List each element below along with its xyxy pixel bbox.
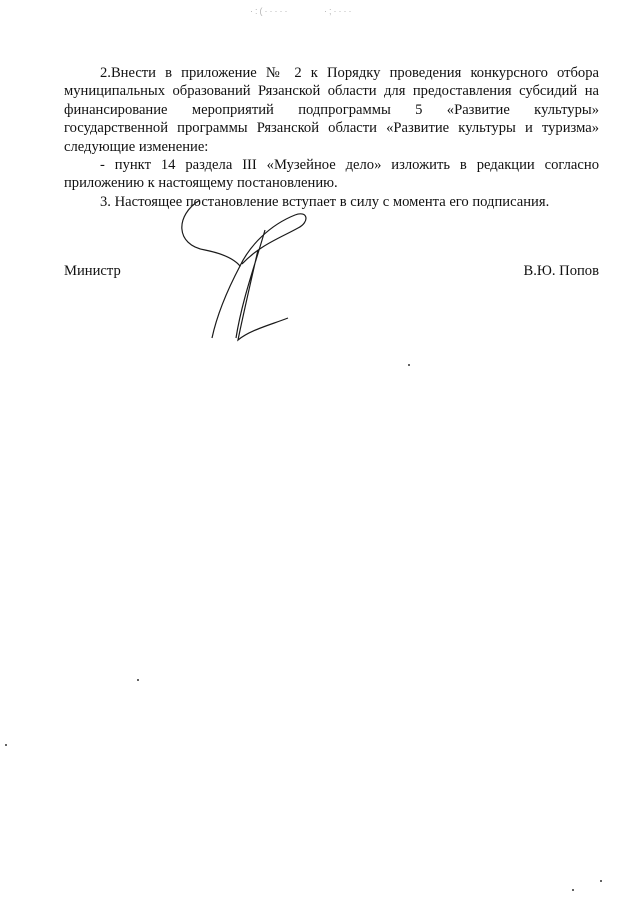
header-smudge-right: ·;···· bbox=[324, 6, 354, 16]
paragraph-3: 3. Настоящее постановление вступает в силу с момента его подписания. bbox=[100, 193, 550, 210]
paragraph-item: - пункт 14 раздела III «Музейное дело» изложить в редакции согласно приложению к настоящему постановлению. bbox=[64, 157, 599, 192]
signatory-name: В.Ю. Попов bbox=[523, 263, 599, 279]
scan-speck bbox=[572, 889, 574, 891]
paragraph-2: 2.Внести в приложение № 2 к Порядку проведения конкурсного отбора муниципальных образований Рязанской области для предоставления субсидий на финансирование мероприятий подпрограммы 5 «Развитие культуры» государственной программы Рязанской области «Развитие культуры и туризма» следующие изменение: bbox=[64, 65, 599, 155]
signature-block bbox=[64, 262, 599, 282]
scan-speck bbox=[137, 679, 139, 681]
scan-speck bbox=[5, 744, 7, 746]
document-body bbox=[64, 64, 599, 211]
handwritten-signature bbox=[170, 190, 320, 350]
header-smudge-left: ·:(····· bbox=[250, 6, 290, 16]
header-smudge bbox=[250, 6, 400, 20]
scan-speck bbox=[600, 880, 602, 882]
scan-speck bbox=[408, 364, 410, 366]
signatory-position: Министр bbox=[64, 263, 121, 279]
